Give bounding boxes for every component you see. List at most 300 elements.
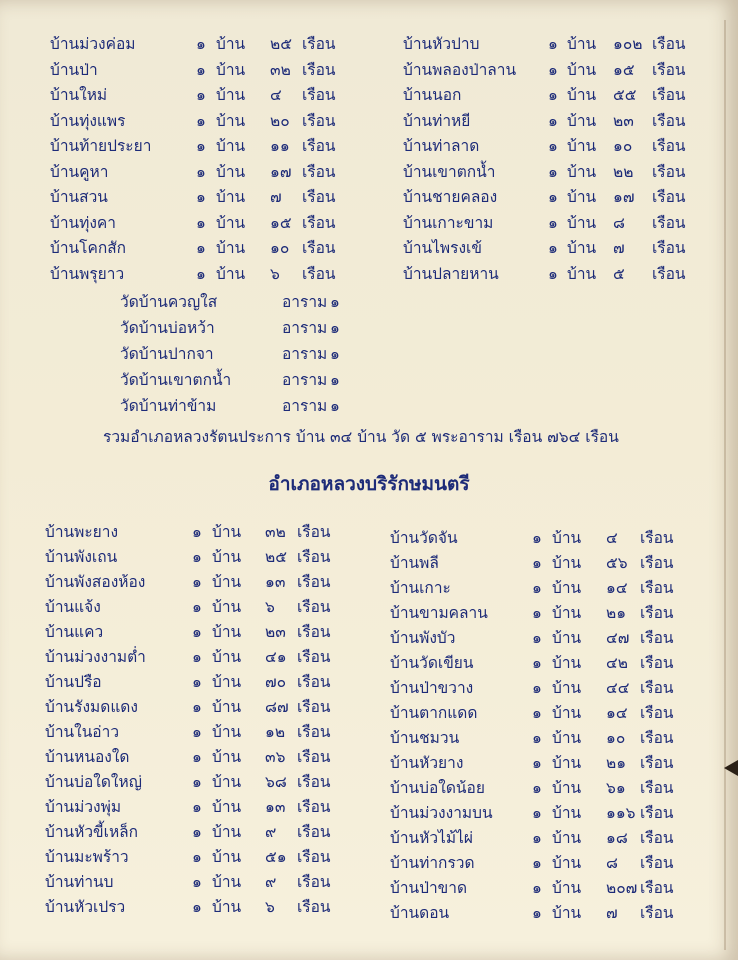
village-count: ๑: [192, 748, 202, 766]
temple-name: วัดบ้านควญใส: [120, 293, 218, 311]
village-name: บ้านแคว: [45, 623, 104, 641]
village-unit: บ้าน: [552, 604, 582, 622]
house-count: ๘: [613, 213, 625, 232]
village-unit: บ้าน: [567, 188, 597, 206]
village-count: ๑: [192, 898, 202, 916]
village-name: บ้านหัวเปรว: [45, 898, 126, 916]
house-count: ๑๒: [265, 723, 286, 741]
village-row: [0, 801, 738, 825]
village-unit: บ้าน: [552, 529, 582, 547]
village-unit: บ้าน: [212, 548, 242, 566]
house-count: ๑๗: [613, 188, 635, 206]
village-count: ๑: [548, 86, 558, 104]
village-unit: บ้าน: [567, 239, 597, 257]
village-count: ๑: [532, 879, 542, 897]
village-unit: บ้าน: [567, 213, 597, 232]
village-unit: บ้าน: [216, 111, 246, 130]
village-unit: บ้าน: [552, 729, 582, 747]
section2-heading: อำเภอหลวงบริรักษมนตรี: [268, 473, 470, 495]
village-count: ๑: [532, 679, 542, 697]
village-row: [0, 236, 738, 260]
house-unit: เรือน: [640, 879, 674, 897]
village-unit: บ้าน: [567, 264, 597, 283]
village-unit: บ้าน: [552, 579, 582, 597]
village-name: บ้านพังสองห้อง: [45, 573, 146, 591]
village-name: บ้านป่าขวาง: [390, 679, 474, 697]
village-row: [0, 185, 738, 209]
village-count: ๑: [532, 854, 542, 872]
house-count: ๑๔: [606, 579, 628, 597]
house-unit: เรือน: [302, 213, 336, 232]
house-count: ๕๖: [606, 554, 628, 572]
temple-row: [0, 393, 738, 419]
house-unit: เรือน: [640, 904, 674, 922]
village-count: ๑: [532, 629, 542, 647]
village-count: ๑: [548, 239, 558, 257]
temple-unit: อาราม: [282, 345, 328, 363]
village-unit: บ้าน: [552, 879, 582, 897]
house-unit: เรือน: [302, 264, 336, 283]
village-name: บ้านพะยาง: [45, 523, 119, 541]
house-count: ๕๑: [265, 848, 287, 866]
house-count: ๒๕: [265, 548, 287, 566]
village-row: [0, 526, 738, 550]
village-unit: บ้าน: [552, 654, 582, 672]
village-count: ๑: [532, 604, 542, 622]
village-count: ๑: [192, 648, 202, 666]
house-count: ๖๑: [606, 779, 626, 797]
house-unit: เรือน: [297, 848, 331, 866]
house-unit: เรือน: [640, 829, 674, 847]
village-count: ๑: [196, 35, 206, 53]
house-unit: เรือน: [297, 648, 331, 666]
house-unit: เรือน: [652, 213, 686, 232]
village-unit: บ้าน: [552, 904, 582, 922]
house-count: ๓๖: [265, 748, 286, 766]
village-name: บ้านหัวปาบ: [403, 35, 480, 53]
village-count: ๑: [196, 213, 206, 232]
village-row: [0, 601, 738, 625]
village-unit: บ้าน: [212, 823, 242, 841]
village-row: [0, 876, 738, 900]
temple-name: วัดบ้านบ่อหว้า: [120, 319, 215, 337]
house-unit: เรือน: [302, 162, 336, 181]
village-row: [0, 651, 738, 675]
village-name: บ้านชายคลอง: [403, 188, 498, 206]
village-name: บ้านดอน: [390, 904, 450, 922]
village-row: [0, 626, 738, 650]
house-unit: เรือน: [640, 529, 674, 547]
house-count: ๑๑: [270, 137, 290, 155]
village-name: บ้านปรือ: [45, 673, 102, 691]
village-name: บ้านท่ากรวด: [390, 854, 475, 872]
village-name: บ้านม่วงงามต่ำ: [45, 648, 146, 666]
village-count: ๑: [192, 623, 202, 641]
village-name: บ้านโคกสัก: [50, 239, 127, 257]
house-unit: เรือน: [302, 60, 336, 79]
house-unit: เรือน: [297, 748, 331, 766]
village-name: บ้านในอ่าว: [45, 723, 120, 741]
house-count: ๒๑: [606, 754, 627, 772]
village-count: ๑: [532, 804, 542, 822]
village-count: ๑: [548, 213, 558, 232]
house-count: ๑๘: [606, 829, 628, 847]
village-unit: บ้าน: [216, 188, 246, 206]
village-row: [0, 160, 738, 184]
village-unit: บ้าน: [212, 698, 242, 716]
house-unit: เรือน: [640, 704, 674, 722]
house-count: ๑๓: [265, 573, 286, 591]
house-unit: เรือน: [302, 188, 336, 206]
village-count: ๑: [548, 162, 558, 181]
house-count: ๖๘: [265, 773, 287, 791]
house-count: ๒๐๗: [606, 879, 638, 897]
village-name: บ้านชมวน: [390, 729, 460, 747]
temple-count: ๑: [330, 397, 340, 415]
house-count: ๑๗: [270, 162, 292, 181]
house-count: ๑๐: [606, 729, 626, 747]
house-unit: เรือน: [640, 629, 674, 647]
house-count: ๔๔: [606, 679, 630, 697]
temple-unit: อาราม: [282, 319, 328, 337]
house-unit: เรือน: [297, 823, 331, 841]
village-unit: บ้าน: [552, 754, 582, 772]
temple-row: [0, 367, 738, 393]
village-name: บ้านทุ่งคา: [50, 213, 116, 232]
village-unit: บ้าน: [216, 239, 246, 257]
temple-name: วัดบ้านปากจา: [120, 345, 214, 363]
village-name: บ้านท่าหยี: [403, 111, 471, 130]
house-count: ๗: [270, 188, 282, 206]
village-name: บ้านหนองใด: [45, 748, 130, 766]
village-name: บ้านวัดจัน: [390, 529, 458, 547]
village-unit: บ้าน: [567, 137, 597, 155]
village-unit: บ้าน: [567, 60, 597, 79]
village-count: ๑: [196, 188, 206, 206]
village-name: บ้านม่วงค่อม: [50, 35, 136, 53]
village-unit: บ้าน: [212, 723, 242, 741]
village-count: ๑: [196, 239, 206, 257]
village-name: บ้านมะพร้าว: [45, 848, 129, 866]
house-unit: เรือน: [640, 754, 674, 772]
temple-unit: อาราม: [282, 371, 328, 389]
village-count: ๑: [196, 137, 206, 155]
village-count: ๑: [192, 548, 202, 566]
village-row: [0, 676, 738, 700]
temple-unit: อาราม: [282, 293, 328, 311]
house-unit: เรือน: [302, 86, 336, 104]
house-unit: เรือน: [297, 773, 331, 791]
house-count: ๔๒: [606, 654, 628, 672]
village-unit: บ้าน: [212, 523, 242, 541]
house-count: ๕: [613, 264, 625, 283]
temple-row: [0, 341, 738, 367]
house-count: ๓๒: [270, 60, 291, 79]
village-count: ๑: [548, 35, 558, 53]
temple-count: ๑: [330, 345, 340, 363]
village-row: [0, 576, 738, 600]
house-count: ๖: [270, 264, 280, 283]
house-unit: เรือน: [640, 579, 674, 597]
village-count: ๑: [548, 137, 558, 155]
village-row: [0, 211, 738, 235]
village-unit: บ้าน: [552, 804, 582, 822]
house-unit: เรือน: [652, 188, 686, 206]
house-unit: เรือน: [640, 729, 674, 747]
house-unit: เรือน: [640, 604, 674, 622]
house-unit: เรือน: [297, 548, 331, 566]
village-row: [0, 776, 738, 800]
village-count: ๑: [532, 579, 542, 597]
house-count: ๘: [606, 854, 618, 872]
village-count: ๑: [532, 754, 542, 772]
house-unit: เรือน: [640, 804, 674, 822]
temple-count: ๑: [330, 371, 340, 389]
village-name: บ้านเกาะขาม: [403, 213, 494, 232]
village-count: ๑: [532, 654, 542, 672]
village-unit: บ้าน: [212, 573, 242, 591]
house-count: ๗: [606, 904, 618, 922]
village-unit: บ้าน: [212, 648, 242, 666]
village-count: ๑: [196, 86, 206, 104]
house-unit: เรือน: [297, 523, 331, 541]
village-name: บ้านป่า: [50, 60, 98, 79]
house-count: ๘๗: [265, 698, 289, 716]
house-count: ๑๓: [265, 798, 286, 816]
village-row: [0, 826, 738, 850]
house-unit: เรือน: [640, 654, 674, 672]
house-unit: เรือน: [297, 623, 331, 641]
village-name: บ้านพังเถน: [45, 548, 118, 566]
house-unit: เรือน: [652, 239, 686, 257]
village-name: บ้านม่วงพุ่ม: [45, 798, 122, 816]
village-count: ๑: [548, 60, 558, 79]
house-unit: เรือน: [302, 35, 336, 53]
village-unit: บ้าน: [212, 748, 242, 766]
temple-count: ๑: [330, 293, 340, 311]
village-count: ๑: [192, 873, 202, 891]
house-unit: เรือน: [297, 598, 331, 616]
village-name: บ้านท่าลาด: [403, 137, 480, 155]
village-count: ๑: [532, 904, 542, 922]
house-unit: เรือน: [297, 673, 331, 691]
village-name: บ้านพังบัว: [390, 629, 456, 647]
house-unit: เรือน: [302, 137, 336, 155]
village-name: บ้านขามคลาน: [390, 604, 488, 622]
village-unit: บ้าน: [216, 264, 246, 283]
village-row: [0, 83, 738, 107]
village-unit: บ้าน: [552, 629, 582, 647]
house-count: ๒๒: [613, 162, 634, 181]
village-unit: บ้าน: [552, 704, 582, 722]
village-row: [0, 751, 738, 775]
village-row: [0, 551, 738, 575]
house-unit: เรือน: [640, 679, 674, 697]
village-name: บ้านม่วงงามบน: [390, 804, 493, 822]
village-name: บ้านรังมดแดง: [45, 698, 138, 716]
house-count: ๖: [265, 598, 275, 616]
temple-row: [0, 315, 738, 341]
house-unit: เรือน: [652, 86, 686, 104]
village-count: ๑: [192, 523, 202, 541]
village-count: ๑: [532, 779, 542, 797]
house-unit: เรือน: [302, 239, 336, 257]
house-count: ๔๑: [265, 648, 287, 666]
house-count: ๑๕: [613, 60, 635, 79]
house-unit: เรือน: [652, 60, 686, 79]
village-count: ๑: [192, 573, 202, 591]
house-unit: เรือน: [652, 137, 686, 155]
house-unit: เรือน: [640, 779, 674, 797]
village-count: ๑: [548, 111, 558, 130]
village-unit: บ้าน: [212, 673, 242, 691]
house-unit: เรือน: [297, 573, 331, 591]
village-count: ๑: [192, 698, 202, 716]
house-unit: เรือน: [652, 35, 686, 53]
house-count: ๒๓: [613, 111, 634, 130]
village-name: บ้านแจ้ง: [45, 598, 101, 616]
house-unit: เรือน: [297, 873, 331, 891]
village-name: บ้านบ่อใดใหญ่: [45, 773, 142, 791]
house-unit: เรือน: [297, 723, 331, 741]
village-name: บ้านตากแดด: [390, 704, 478, 722]
house-unit: เรือน: [297, 798, 331, 816]
village-name: บ้านหัวยาง: [390, 754, 464, 772]
village-count: ๑: [192, 598, 202, 616]
village-unit: บ้าน: [216, 86, 246, 104]
village-row: [0, 726, 738, 750]
village-count: ๑: [192, 848, 202, 866]
house-unit: เรือน: [640, 554, 674, 572]
village-row: [0, 32, 738, 56]
village-unit: บ้าน: [212, 873, 242, 891]
village-count: ๑: [532, 704, 542, 722]
house-count: ๙: [265, 823, 277, 841]
village-name: บ้านท่านบ: [45, 873, 114, 891]
village-count: ๑: [192, 773, 202, 791]
village-name: บ้านนอก: [403, 86, 462, 104]
village-unit: บ้าน: [212, 898, 242, 916]
village-name: บ้านเขาตกน้ำ: [403, 162, 496, 181]
village-row: [0, 701, 738, 725]
village-count: ๑: [548, 188, 558, 206]
village-name: บ้านใหม่: [50, 86, 108, 104]
section1-summary: รวมอำเภอหลวงรัตนประการ บ้าน ๓๔ บ้าน วัด ๕ พระอาราม เรือน ๗๖๔ เรือน: [103, 428, 619, 446]
village-name: บ้านท้ายประยา: [50, 137, 152, 155]
village-unit: บ้าน: [567, 86, 597, 104]
house-count: ๑๕: [270, 213, 292, 232]
house-count: ๑๐: [613, 137, 633, 155]
village-name: บ้านคูหา: [50, 162, 109, 181]
house-count: ๙: [265, 873, 277, 891]
village-unit: บ้าน: [216, 35, 246, 53]
village-count: ๑: [532, 729, 542, 747]
village-name: บ้านหัวไม้ไผ่: [390, 829, 473, 847]
house-count: ๕๕: [613, 86, 637, 104]
village-row: [0, 58, 738, 82]
village-unit: บ้าน: [212, 623, 242, 641]
village-count: ๑: [548, 264, 558, 283]
village-count: ๑: [196, 60, 206, 79]
village-name: บ้านสวน: [50, 188, 108, 206]
village-unit: บ้าน: [567, 35, 597, 53]
village-unit: บ้าน: [552, 854, 582, 872]
village-count: ๑: [196, 264, 206, 283]
house-count: ๗: [613, 239, 625, 257]
village-row: [0, 262, 738, 286]
village-name: บ้านเกาะ: [390, 579, 451, 597]
village-row: [0, 134, 738, 158]
village-count: ๑: [192, 798, 202, 816]
house-count: ๓๒: [265, 523, 286, 541]
village-unit: บ้าน: [212, 798, 242, 816]
temple-unit: อาราม: [282, 397, 328, 415]
village-unit: บ้าน: [212, 773, 242, 791]
village-unit: บ้าน: [567, 162, 597, 181]
village-name: บ้านทุ่งแพร: [50, 111, 126, 130]
house-count: ๒๐: [270, 111, 290, 130]
house-unit: เรือน: [302, 111, 336, 130]
village-name: บ้านปลายหาน: [403, 264, 499, 283]
village-unit: บ้าน: [552, 779, 582, 797]
village-name: บ้านไพรงเข้: [403, 239, 482, 257]
house-unit: เรือน: [652, 111, 686, 130]
house-count: ๑๐: [270, 239, 290, 257]
house-count: ๒๕: [270, 35, 292, 53]
village-name: บ้านบ่อใดน้อย: [390, 779, 485, 797]
village-count: ๑: [532, 554, 542, 572]
village-name: บ้านหัวขี้เหล็ก: [45, 823, 139, 841]
village-unit: บ้าน: [552, 679, 582, 697]
village-unit: บ้าน: [567, 111, 597, 130]
house-count: ๑๑๖: [606, 804, 636, 822]
village-count: ๑: [532, 529, 542, 547]
village-row: [0, 851, 738, 875]
village-unit: บ้าน: [212, 598, 242, 616]
house-count: ๑๐๒: [613, 35, 643, 53]
village-row: [0, 901, 738, 925]
village-row: [0, 109, 738, 133]
village-unit: บ้าน: [216, 162, 246, 181]
village-unit: บ้าน: [216, 137, 246, 155]
village-unit: บ้าน: [212, 848, 242, 866]
village-unit: บ้าน: [552, 829, 582, 847]
village-count: ๑: [192, 723, 202, 741]
temple-name: วัดบ้านเขาตกน้ำ: [120, 371, 232, 389]
house-count: ๔: [270, 86, 282, 104]
temple-name: วัดบ้านท่าข้าม: [120, 397, 217, 415]
house-unit: เรือน: [297, 898, 331, 916]
house-count: ๒๓: [265, 623, 286, 641]
village-count: ๑: [192, 673, 202, 691]
house-count: ๑๔: [606, 704, 628, 722]
house-unit: เรือน: [652, 264, 686, 283]
village-unit: บ้าน: [216, 60, 246, 79]
village-name: บ้านพรุยาว: [50, 264, 125, 283]
village-name: บ้านป่าขาด: [390, 879, 468, 897]
village-unit: บ้าน: [216, 213, 246, 232]
village-name: บ้านวัดเขียน: [390, 654, 474, 672]
house-count: ๔๗: [606, 629, 630, 647]
house-count: ๔: [606, 529, 618, 547]
village-name: บ้านพลองป่าลาน: [403, 60, 517, 79]
house-unit: เรือน: [640, 854, 674, 872]
village-unit: บ้าน: [552, 554, 582, 572]
house-count: ๖: [265, 898, 275, 916]
house-count: ๗๐: [265, 673, 287, 691]
village-count: ๑: [192, 823, 202, 841]
village-name: บ้านพลี: [390, 554, 439, 572]
